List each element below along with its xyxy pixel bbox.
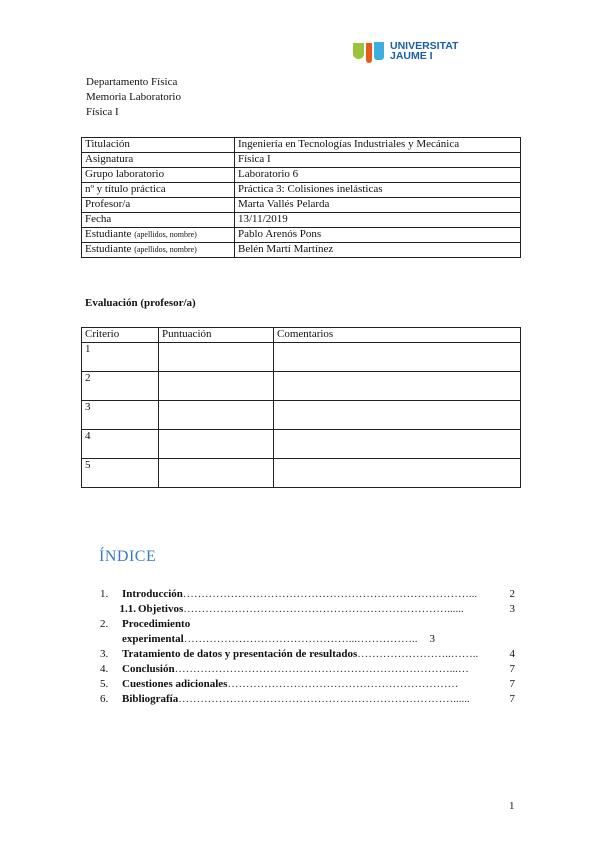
- info-label: Estudiante (apellidos, nombre): [82, 228, 235, 243]
- criterion-cell: 1: [82, 343, 159, 372]
- table-row: [82, 228, 521, 243]
- toc-item-introduccion[interactable]: [100, 587, 515, 602]
- score-cell: [159, 430, 274, 459]
- toc-dots: …………………………………………………………………......: [178, 693, 470, 705]
- info-label: Estudiante (apellidos, nombre): [82, 243, 235, 258]
- table-row: [82, 168, 521, 183]
- toc-dots: …………………………………………………………………...…: [174, 663, 469, 675]
- toc-number: 1.: [100, 588, 109, 600]
- toc-dots: ……………………..……..: [357, 648, 479, 660]
- toc-title: Procedimiento: [122, 618, 191, 630]
- toc-title: Tratamiento de datos y presentación de resultados: [122, 648, 358, 660]
- table-row: [82, 372, 521, 401]
- criterion-cell: 3: [82, 401, 159, 430]
- info-label: Asignatura: [82, 153, 235, 168]
- info-label: Grupo laboratorio: [82, 168, 235, 183]
- info-label: Profesor/a: [82, 198, 235, 213]
- toc-item-cuestiones[interactable]: [100, 677, 515, 692]
- evaluation-table: [81, 327, 521, 488]
- toc-item-objetivos[interactable]: [100, 602, 515, 617]
- info-label: nº y título práctica: [82, 183, 235, 198]
- toc-title-cont: experimental: [122, 633, 184, 645]
- info-label-note: (apellidos, nombre): [134, 245, 197, 254]
- toc-title: Objetivos: [138, 603, 184, 615]
- page-number: 1: [509, 800, 515, 812]
- header-department: Departamento Física: [86, 76, 178, 88]
- criterion-cell: 2: [82, 372, 159, 401]
- info-label-note: (apellidos, nombre): [134, 230, 197, 239]
- toc-dots: ……………………………………………………………………...: [182, 588, 478, 600]
- toc-page: 4: [509, 648, 515, 660]
- toc-number: 5.: [100, 678, 109, 690]
- toc-page: 3: [509, 603, 515, 615]
- criterion-cell: 4: [82, 430, 159, 459]
- table-row: [82, 243, 521, 258]
- toc-number: 4.: [100, 663, 109, 675]
- score-cell: [159, 459, 274, 488]
- logo-text: [390, 41, 458, 61]
- toc-page: 2: [509, 588, 515, 600]
- toc-item-tratamiento[interactable]: [100, 647, 515, 662]
- table-row: [82, 183, 521, 198]
- toc-dots: ………………………………………………………: [227, 678, 459, 690]
- toc-page: 7: [509, 693, 515, 705]
- info-value: Belén Martí Martínez: [235, 243, 521, 258]
- criterion-cell: 5: [82, 459, 159, 488]
- toc-number: 2.: [100, 618, 109, 630]
- evaluation-title: Evaluación (profesor/a): [85, 297, 196, 309]
- toc-dots: ………………………………………………………………......: [183, 603, 464, 615]
- logo-line1: UNIVERSITAT: [390, 40, 459, 52]
- score-cell: [159, 401, 274, 430]
- score-cell: [159, 372, 274, 401]
- toc-title: Bibliografía: [122, 693, 179, 705]
- header-memoria: Memoria Laboratorio: [86, 91, 181, 103]
- uji-logo-icon: [353, 39, 384, 63]
- comment-cell: [274, 372, 521, 401]
- comment-cell: [274, 343, 521, 372]
- comment-cell: [274, 459, 521, 488]
- comment-cell: [274, 430, 521, 459]
- toc-item-bibliografia[interactable]: [100, 692, 515, 707]
- table-row: [82, 401, 521, 430]
- info-value: Marta Vallés Pelarda: [235, 198, 521, 213]
- info-value: Pablo Arenós Pons: [235, 228, 521, 243]
- toc-item-procedimiento-cont[interactable]: [100, 632, 435, 647]
- column-header-criterio: Criterio: [82, 328, 159, 343]
- toc-page: 7: [509, 678, 515, 690]
- toc-number: 3.: [100, 648, 109, 660]
- table-row: [82, 153, 521, 168]
- toc-number: 6.: [100, 693, 109, 705]
- info-label: Fecha: [82, 213, 235, 228]
- document-header: [86, 75, 181, 120]
- university-logo: [353, 38, 458, 64]
- info-value: Práctica 3: Colisiones inelásticas: [235, 183, 521, 198]
- toc-page: 7: [509, 663, 515, 675]
- info-value: Laboratorio 6: [235, 168, 521, 183]
- table-header-row: [82, 328, 521, 343]
- table-row: [82, 430, 521, 459]
- logo-line2: JAUME I: [390, 50, 433, 62]
- index-title: ÍNDICE: [99, 548, 157, 565]
- table-row: [82, 138, 521, 153]
- table-row: [82, 213, 521, 228]
- toc-page: 3: [429, 633, 435, 645]
- column-header-puntuacion: Puntuación: [159, 328, 274, 343]
- toc-title: Cuestiones adicionales: [122, 678, 228, 690]
- table-row: [82, 198, 521, 213]
- comment-cell: [274, 401, 521, 430]
- info-value: Ingeniería en Tecnologías Industriales y Mecánica: [235, 138, 521, 153]
- info-value: Física I: [235, 153, 521, 168]
- table-of-contents: [100, 587, 515, 707]
- info-table: [81, 137, 521, 258]
- info-label: Titulación: [82, 138, 235, 153]
- toc-title: Conclusión: [122, 663, 175, 675]
- header-course: Física I: [86, 106, 119, 118]
- table-row: [82, 459, 521, 488]
- table-row: [82, 343, 521, 372]
- toc-item-conclusion[interactable]: [100, 662, 515, 677]
- toc-number: 1.1.: [119, 603, 136, 615]
- toc-dots: ………………………………………...……………..: [183, 633, 418, 645]
- info-value: 13/11/2019: [235, 213, 521, 228]
- score-cell: [159, 343, 274, 372]
- column-header-comentarios: Comentarios: [274, 328, 521, 343]
- toc-title: Introducción: [122, 588, 183, 600]
- toc-item-procedimiento[interactable]: [100, 617, 515, 632]
